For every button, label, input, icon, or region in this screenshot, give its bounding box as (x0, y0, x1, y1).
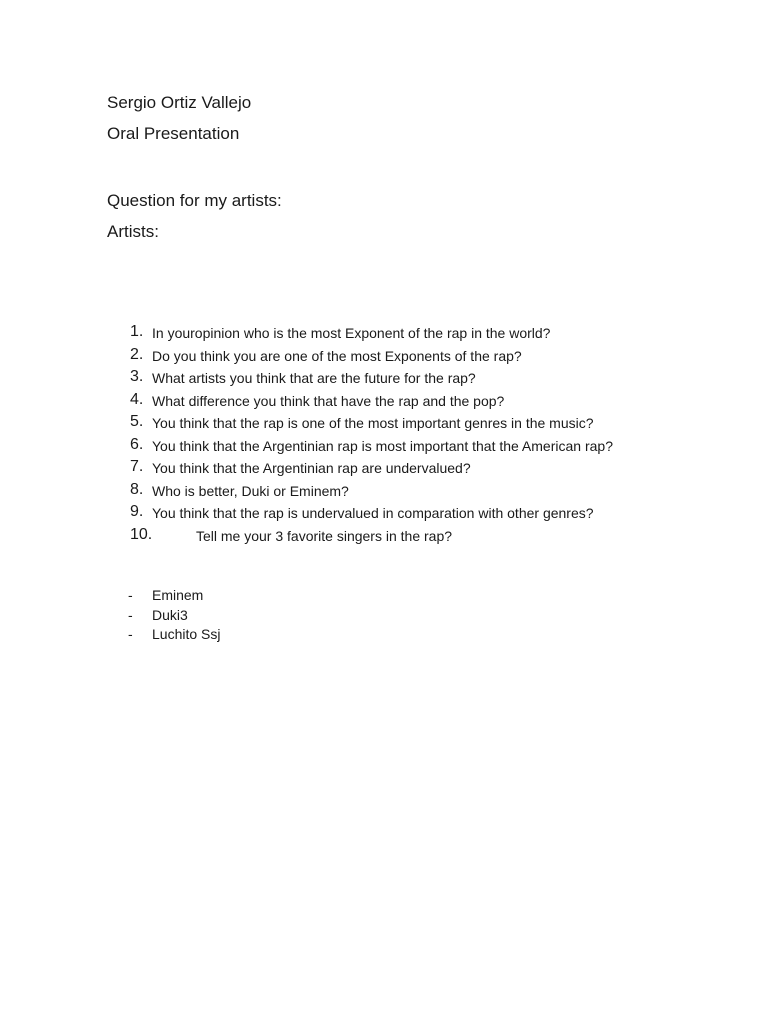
singer-name: Eminem (152, 587, 204, 603)
question-number: 8. (130, 480, 144, 498)
question-number: 3. (130, 368, 144, 385)
section-heading: Question for my artists: (107, 191, 282, 210)
question-number: 7. (130, 458, 144, 475)
question-number: 10. (130, 525, 153, 543)
document-title: Oral Presentation (107, 124, 240, 143)
question-text: Who is better, Duki or Eminem? (152, 482, 349, 499)
question-text: You think that the Argentinian rap is most important that the American rap? (152, 437, 613, 454)
question-text: You think that the rap is one of the most important genres in the music? (152, 415, 594, 431)
bullet-dash: - (128, 606, 133, 623)
question-number: 2. (130, 345, 144, 363)
question-text: Tell me your 3 favorite singers in the rap? (196, 527, 453, 544)
question-text: You think that the Argentinian rap are undervalued? (152, 460, 471, 476)
question-text: What artists you think that are the future for the rap? (152, 370, 476, 386)
question-number: 6. (130, 435, 144, 453)
bullet-dash: - (128, 626, 133, 642)
singer-name: Luchito Ssj (152, 626, 221, 642)
question-text: Do you think you are one of the most Exponents of the rap? (152, 347, 522, 364)
question-number: 4. (130, 390, 144, 408)
question-number: 1. (130, 323, 144, 340)
question-number: 9. (130, 503, 144, 520)
question-text: You think that the rap is undervalued in comparation with other genres? (152, 505, 594, 521)
artists-heading: Artists: (107, 222, 159, 241)
question-text: What difference you think that have the rap and the pop? (152, 392, 505, 409)
author-name: Sergio Ortiz Vallejo (107, 93, 252, 112)
question-number: 5. (130, 413, 144, 430)
bullet-dash: - (128, 587, 133, 603)
question-text: In youropinion who is the most Exponent of the rap in the world? (152, 325, 551, 341)
singer-name: Duki3 (152, 606, 188, 623)
